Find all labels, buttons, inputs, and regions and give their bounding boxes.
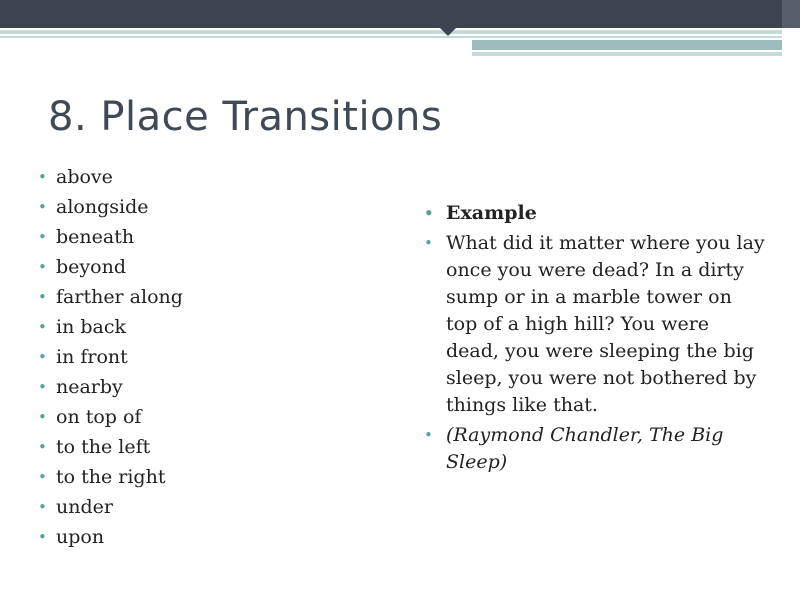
list-item: • on top of	[34, 402, 183, 432]
header-pointer	[440, 28, 456, 36]
example-quote: • What did it matter where you lay once you were dead? In a dirty sump or in a marble tower on top of a high hill? You were dead, you were sleeping the big sleep, you were not bothered by things like that.	[418, 230, 768, 419]
accent-stripe-right-thin	[472, 52, 782, 56]
list-item: • under	[34, 492, 183, 522]
slide-title: 8. Place Transitions	[48, 94, 443, 140]
list-item: • farther along	[34, 282, 183, 312]
example-citation: • (Raymond Chandler, The Big Sleep)	[418, 422, 768, 476]
header-bar-end	[782, 0, 800, 28]
accent-stripe-thin	[0, 36, 782, 38]
list-item: • to the left	[34, 432, 183, 462]
list-item: • beyond	[34, 252, 183, 282]
example-heading: • Example	[418, 200, 768, 227]
header-bar	[0, 0, 782, 28]
list-item: • in back	[34, 312, 183, 342]
list-item: • to the right	[34, 462, 183, 492]
place-transitions-list	[34, 162, 183, 552]
accent-stripe-right	[472, 40, 782, 50]
list-item: • alongside	[34, 192, 183, 222]
list-item: • in front	[34, 342, 183, 372]
list-item: • above	[34, 162, 183, 192]
example-list	[418, 200, 768, 479]
list-item: • nearby	[34, 372, 183, 402]
accent-stripe	[0, 30, 782, 34]
list-item: • beneath	[34, 222, 183, 252]
list-item: • upon	[34, 522, 183, 552]
